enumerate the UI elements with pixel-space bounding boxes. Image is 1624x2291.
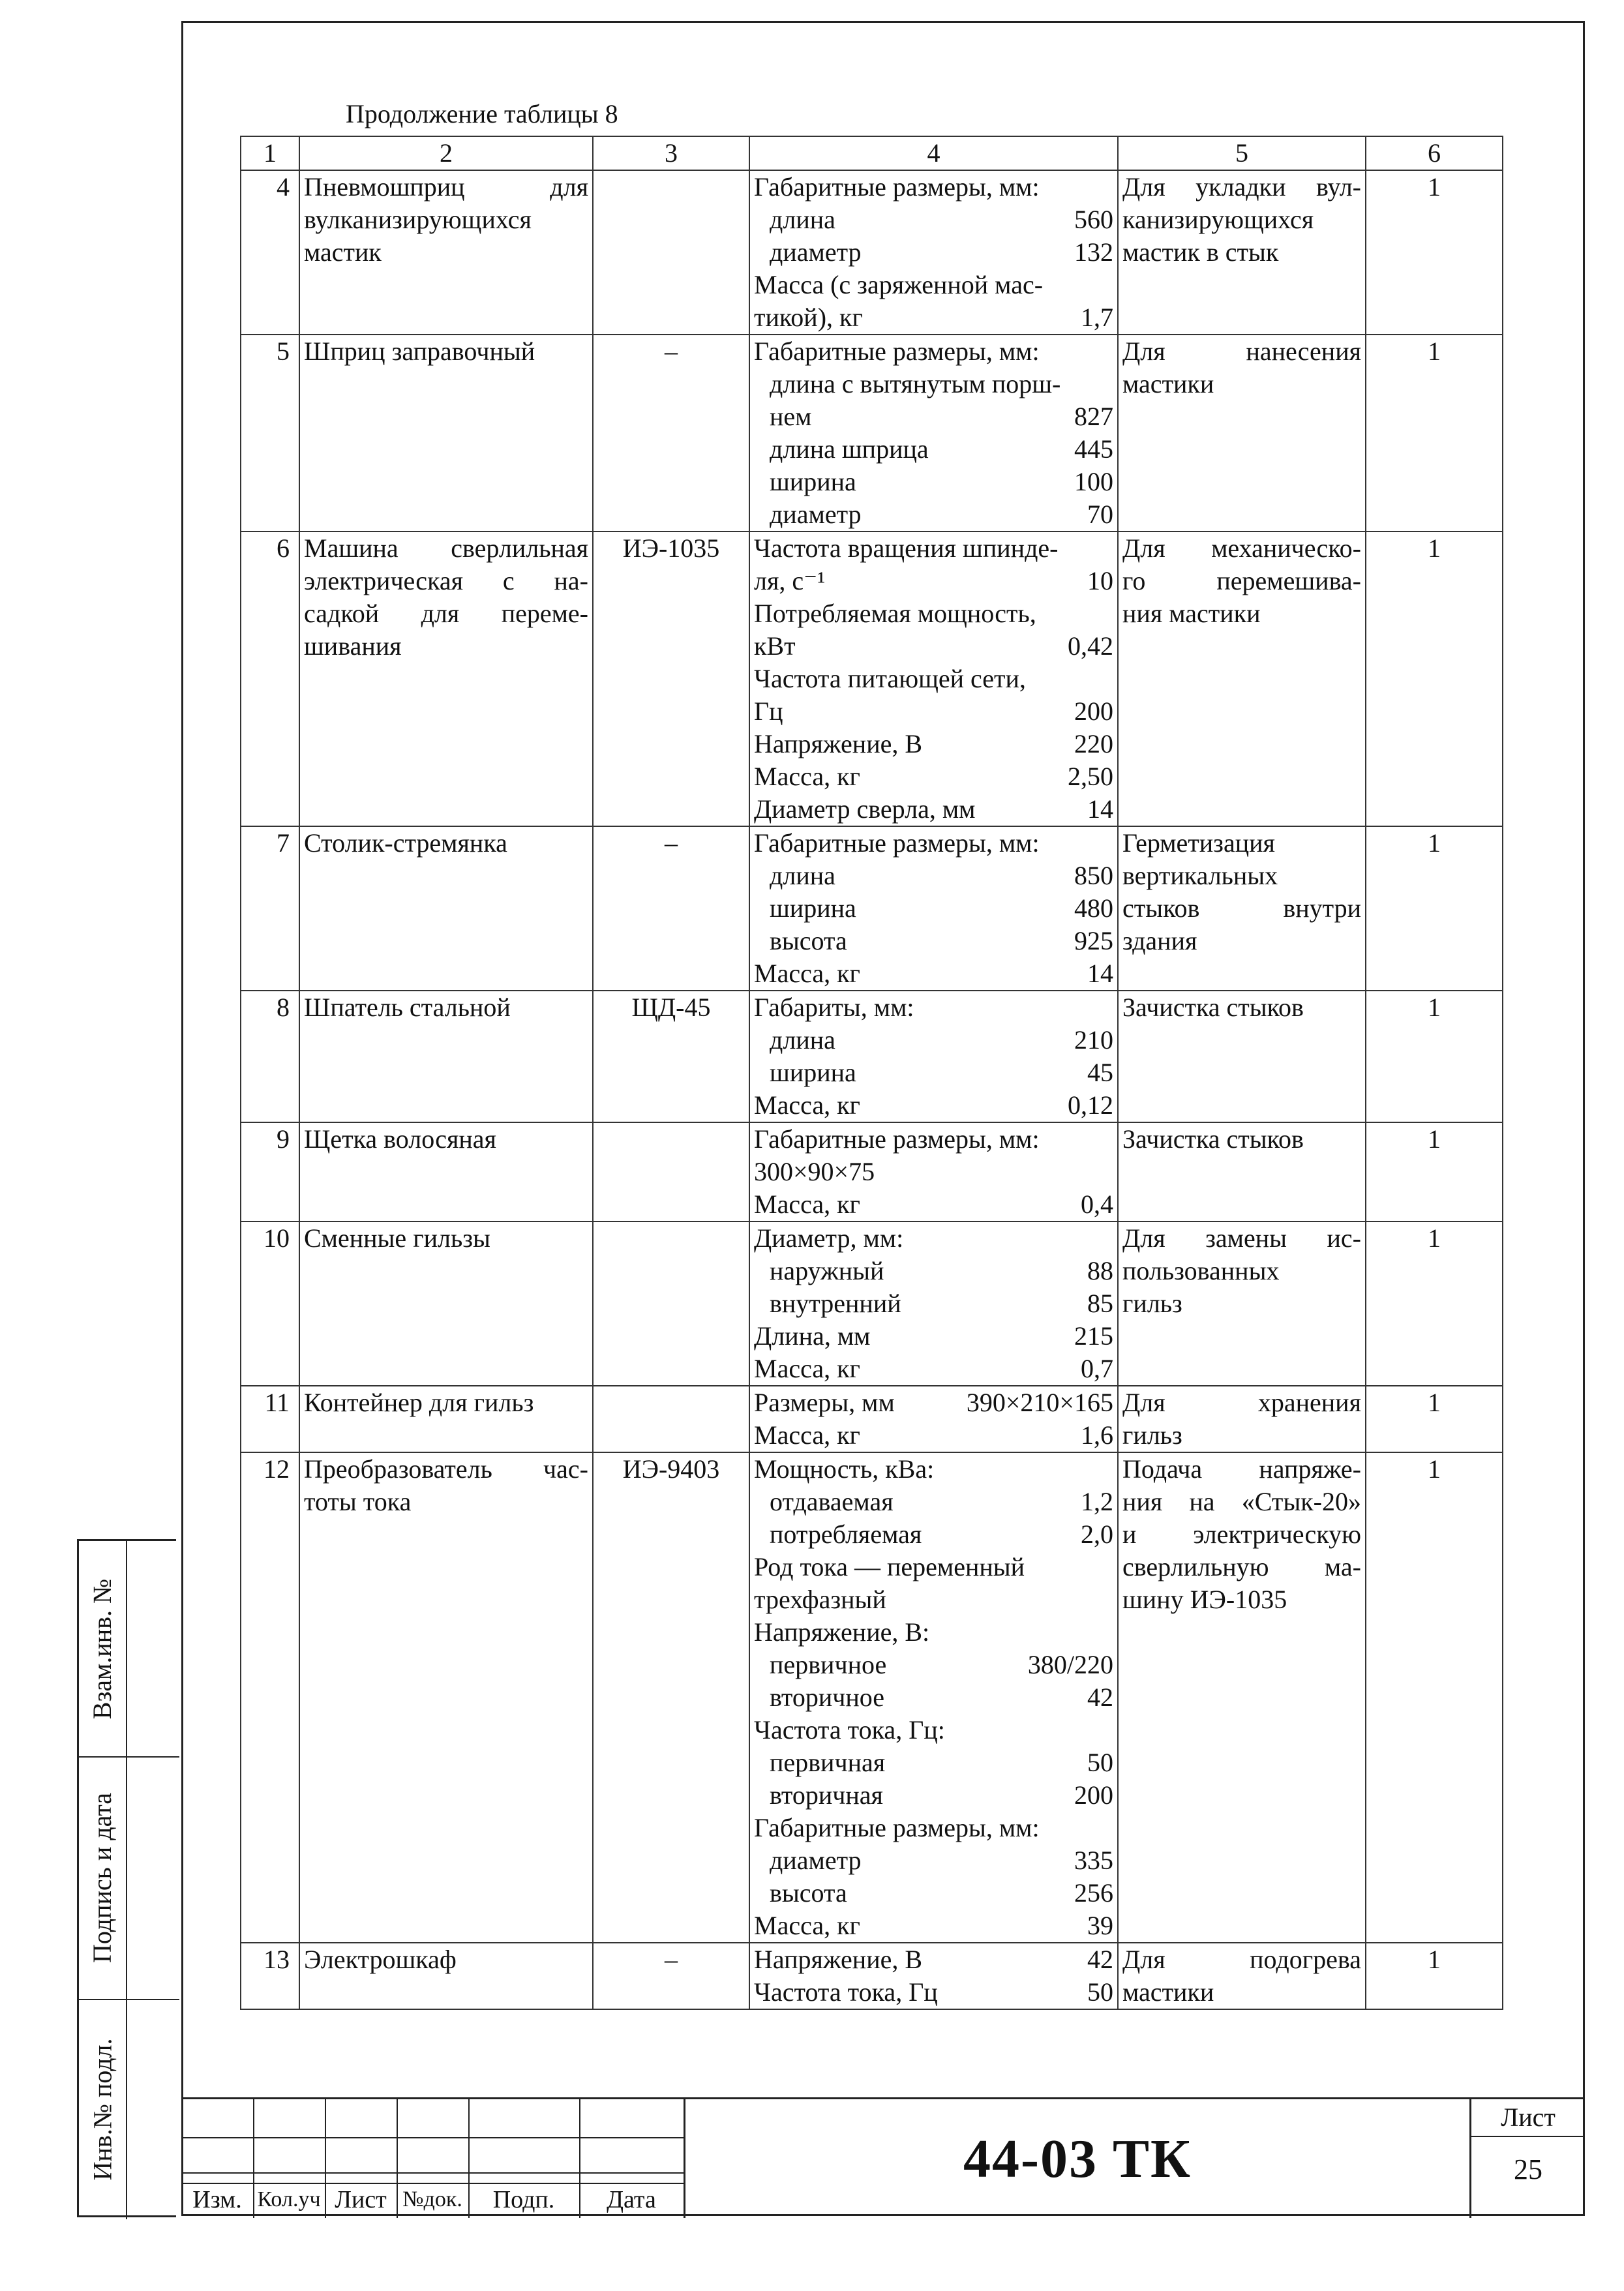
row-quantity: 1 bbox=[1366, 335, 1503, 532]
name-line: Шпатель стальной bbox=[304, 993, 511, 1022]
purpose-line: мастики bbox=[1122, 1977, 1214, 2007]
spec-text: внутренний bbox=[770, 1289, 901, 1318]
purpose-line: мастик в стык bbox=[1122, 237, 1279, 267]
spec-line bbox=[754, 1746, 1113, 1779]
purpose-line: ния на «Стык-20» bbox=[1122, 1487, 1361, 1516]
spec-text: высота bbox=[770, 1878, 847, 1908]
row-quantity: 1 bbox=[1366, 532, 1503, 826]
spec-line bbox=[754, 466, 1113, 498]
spec-line bbox=[754, 1386, 1113, 1419]
spec-text: длина bbox=[770, 205, 835, 234]
spec-line bbox=[754, 957, 1113, 990]
name-line: шивания bbox=[304, 631, 402, 661]
sheet-box bbox=[1471, 2099, 1585, 2218]
row-name bbox=[299, 532, 593, 826]
spec-text: потребляемая bbox=[770, 1520, 922, 1549]
spec-value: 335 bbox=[1074, 1846, 1113, 1875]
row-specs bbox=[749, 826, 1118, 991]
spec-line bbox=[754, 1976, 1113, 2009]
row-name bbox=[299, 1221, 593, 1386]
sheet-label: Лист bbox=[1471, 2099, 1585, 2137]
spec-line bbox=[754, 793, 1113, 826]
side-cell-podpis-value bbox=[126, 1756, 179, 2000]
spec-line bbox=[754, 1681, 1113, 1714]
row-mark bbox=[593, 1221, 749, 1386]
row-purpose bbox=[1118, 1122, 1366, 1221]
spec-value: 132 bbox=[1074, 237, 1113, 267]
row-purpose bbox=[1118, 532, 1366, 826]
purpose-line: пользованных bbox=[1122, 1256, 1280, 1285]
spec-line bbox=[754, 1320, 1113, 1353]
spec-value: 2,0 bbox=[1081, 1520, 1113, 1549]
spec-text: первичная bbox=[770, 1748, 886, 1777]
spec-line bbox=[754, 1844, 1113, 1877]
spec-text: первичное bbox=[770, 1650, 887, 1679]
spec-text: Род тока — переменный bbox=[754, 1552, 1025, 1581]
spec-text: вторичная bbox=[770, 1780, 883, 1810]
row-name bbox=[299, 991, 593, 1122]
row-mark: – bbox=[593, 826, 749, 991]
row-number: 12 bbox=[241, 1452, 299, 1943]
row-name bbox=[299, 1386, 593, 1452]
table-row bbox=[241, 1943, 1503, 2009]
spec-text: диаметр bbox=[770, 1846, 862, 1875]
name-line: Машина сверлильная bbox=[304, 533, 588, 563]
spec-value: 0,12 bbox=[1068, 1090, 1113, 1120]
spec-line bbox=[754, 1188, 1113, 1221]
spec-line bbox=[754, 1779, 1113, 1812]
spec-text: наружный bbox=[770, 1256, 884, 1285]
spec-text: Напряжение, В: bbox=[754, 1617, 930, 1647]
purpose-line: вертикальных bbox=[1122, 861, 1278, 890]
purpose-line: ния мастики bbox=[1122, 599, 1261, 628]
row-quantity: 1 bbox=[1366, 991, 1503, 1122]
name-line: тоты тока bbox=[304, 1487, 412, 1516]
spec-line bbox=[754, 1812, 1113, 1844]
spec-line bbox=[754, 827, 1113, 860]
side-cell-inv bbox=[79, 1999, 126, 2219]
spec-text: Частота вращения шпинде- bbox=[754, 533, 1059, 563]
spec-text: длина bbox=[770, 1025, 835, 1055]
purpose-line: сверлильную ма- bbox=[1122, 1552, 1361, 1581]
spec-line bbox=[754, 335, 1113, 368]
title-block bbox=[181, 2097, 1585, 2216]
spec-value: 210 bbox=[1074, 1025, 1113, 1055]
spec-line bbox=[754, 991, 1113, 1024]
spec-value: 85 bbox=[1087, 1289, 1113, 1318]
label-list: Лист bbox=[335, 2186, 387, 2213]
row-purpose bbox=[1118, 335, 1366, 532]
spec-line bbox=[754, 1287, 1113, 1320]
table-row bbox=[241, 826, 1503, 991]
spec-text: длина с вытянутым порш- bbox=[770, 369, 1061, 398]
spec-text: кВт bbox=[754, 631, 796, 661]
spec-line bbox=[754, 728, 1113, 760]
spec-line bbox=[754, 925, 1113, 957]
spec-value: 42 bbox=[1087, 1945, 1113, 1974]
label-data: Дата bbox=[607, 2186, 656, 2213]
row-number: 13 bbox=[241, 1943, 299, 2009]
row-specs bbox=[749, 1943, 1118, 2009]
label-podp: Подп. bbox=[492, 2186, 555, 2213]
row-mark bbox=[593, 170, 749, 335]
spec-value: 0,42 bbox=[1068, 631, 1113, 661]
spec-line bbox=[754, 269, 1113, 301]
row-specs bbox=[749, 1452, 1118, 1943]
document-code: 44-03 ТК bbox=[684, 2099, 1471, 2218]
spec-line bbox=[754, 368, 1113, 400]
spec-value: 220 bbox=[1074, 729, 1113, 758]
spec-text: ширина bbox=[770, 893, 856, 923]
spec-text: трехфазный bbox=[754, 1585, 886, 1614]
spec-line bbox=[754, 236, 1113, 269]
spec-text: Масса, кг bbox=[754, 959, 860, 988]
spec-line bbox=[754, 1123, 1113, 1156]
header-col-2: 2 bbox=[299, 136, 593, 170]
spec-value: 39 bbox=[1087, 1911, 1113, 1940]
spec-value: 1,6 bbox=[1081, 1420, 1113, 1450]
spec-line bbox=[754, 1353, 1113, 1385]
row-number: 8 bbox=[241, 991, 299, 1122]
spec-value: 827 bbox=[1074, 402, 1113, 431]
sheet-number: 25 bbox=[1514, 2153, 1542, 2185]
spec-line bbox=[754, 1551, 1113, 1583]
row-quantity: 1 bbox=[1366, 1122, 1503, 1221]
row-mark: ИЭ-9403 bbox=[593, 1452, 749, 1943]
spec-text: ля, с⁻¹ bbox=[754, 566, 826, 595]
spec-text: ширина bbox=[770, 1058, 856, 1087]
spec-line bbox=[754, 171, 1113, 203]
spec-line bbox=[754, 1649, 1113, 1681]
header-col-4: 4 bbox=[749, 136, 1118, 170]
purpose-line: го перемешива- bbox=[1122, 566, 1361, 595]
row-number: 4 bbox=[241, 170, 299, 335]
row-specs bbox=[749, 991, 1118, 1122]
spec-text: Диаметр, мм: bbox=[754, 1223, 904, 1253]
spec-value: 850 bbox=[1074, 861, 1113, 890]
name-line: садкой для переме- bbox=[304, 599, 588, 628]
header-col-3: 3 bbox=[593, 136, 749, 170]
spec-line bbox=[754, 1419, 1113, 1452]
equipment-table bbox=[240, 136, 1503, 2010]
spec-value: 380/220 bbox=[1027, 1650, 1113, 1679]
purpose-line: Для нанесения bbox=[1122, 337, 1361, 366]
purpose-line: гильз bbox=[1122, 1289, 1182, 1318]
spec-line bbox=[754, 1518, 1113, 1551]
spec-text: ширина bbox=[770, 467, 856, 496]
row-name bbox=[299, 1122, 593, 1221]
row-number: 11 bbox=[241, 1386, 299, 1452]
row-number: 6 bbox=[241, 532, 299, 826]
spec-line bbox=[754, 400, 1113, 433]
row-quantity: 1 bbox=[1366, 1221, 1503, 1386]
row-specs bbox=[749, 1221, 1118, 1386]
name-line: мастик bbox=[304, 237, 382, 267]
spec-text: вторичное bbox=[770, 1683, 885, 1712]
spec-value: 0,4 bbox=[1081, 1190, 1113, 1219]
spec-value: 50 bbox=[1087, 1748, 1113, 1777]
spec-line bbox=[754, 498, 1113, 531]
spec-line bbox=[754, 1877, 1113, 1909]
row-quantity: 1 bbox=[1366, 170, 1503, 335]
side-label-podpis: Подпись и дата bbox=[87, 1792, 117, 1963]
spec-text: Масса, кг bbox=[754, 1354, 860, 1383]
spec-line bbox=[754, 1024, 1113, 1056]
spec-value: 390×210×165 bbox=[966, 1388, 1113, 1417]
name-line: Сменные гильзы bbox=[304, 1223, 490, 1253]
purpose-line: шину ИЭ-1035 bbox=[1122, 1585, 1287, 1614]
spec-value: 480 bbox=[1074, 893, 1113, 923]
purpose-line: канизирующихся bbox=[1122, 205, 1314, 234]
spec-value: 50 bbox=[1087, 1977, 1113, 2007]
spec-value: 200 bbox=[1074, 696, 1113, 726]
spec-line bbox=[754, 1089, 1113, 1122]
purpose-line: Для замены ис- bbox=[1122, 1223, 1361, 1253]
spec-text: диаметр bbox=[770, 237, 862, 267]
row-specs bbox=[749, 1122, 1118, 1221]
row-number: 7 bbox=[241, 826, 299, 991]
row-mark: – bbox=[593, 1943, 749, 2009]
spec-value: 100 bbox=[1074, 467, 1113, 496]
name-line: Шприц заправочный bbox=[304, 337, 535, 366]
spec-value: 42 bbox=[1087, 1683, 1113, 1712]
name-line: электрическая с на- bbox=[304, 566, 588, 595]
row-number: 9 bbox=[241, 1122, 299, 1221]
spec-text: высота bbox=[770, 926, 847, 955]
spec-line bbox=[754, 1486, 1113, 1518]
table-row bbox=[241, 335, 1503, 532]
spec-text: тикой), кг bbox=[754, 303, 863, 332]
spec-line bbox=[754, 1714, 1113, 1746]
spec-line bbox=[754, 892, 1113, 925]
header-col-6: 6 bbox=[1366, 136, 1503, 170]
purpose-line: Зачистка стыков bbox=[1122, 1124, 1304, 1154]
row-quantity: 1 bbox=[1366, 1452, 1503, 1943]
spec-text: Масса, кг bbox=[754, 1911, 860, 1940]
spec-text: Габариты, мм: bbox=[754, 993, 914, 1022]
row-name bbox=[299, 826, 593, 991]
table-row bbox=[241, 1122, 1503, 1221]
side-label-vzam: Взам.инв. № bbox=[87, 1578, 117, 1719]
spec-value: 256 bbox=[1074, 1878, 1113, 1908]
spec-line bbox=[754, 1943, 1113, 1976]
side-strip bbox=[77, 1539, 176, 2217]
spec-text: Напряжение, В bbox=[754, 1945, 923, 1974]
table-row bbox=[241, 1386, 1503, 1452]
row-mark bbox=[593, 1122, 749, 1221]
label-ndok: №док. bbox=[402, 2187, 462, 2211]
spec-text: Масса, кг bbox=[754, 762, 860, 791]
purpose-line: Для хранения bbox=[1122, 1388, 1361, 1417]
spec-line bbox=[754, 860, 1113, 892]
row-name bbox=[299, 170, 593, 335]
spec-line bbox=[754, 1453, 1113, 1486]
spec-line bbox=[754, 1909, 1113, 1942]
spec-line bbox=[754, 203, 1113, 236]
row-specs bbox=[749, 170, 1118, 335]
row-purpose bbox=[1118, 991, 1366, 1122]
side-cell-vzam bbox=[79, 1541, 126, 1758]
row-specs bbox=[749, 1386, 1118, 1452]
spec-line bbox=[754, 597, 1113, 630]
table-row bbox=[241, 1221, 1503, 1386]
spec-text: отдаваемая bbox=[770, 1487, 894, 1516]
purpose-line: Для укладки вул- bbox=[1122, 172, 1361, 202]
spec-text: Частота тока, Гц bbox=[754, 1977, 938, 2007]
name-line: Преобразователь час- bbox=[304, 1454, 588, 1484]
spec-value: 215 bbox=[1074, 1321, 1113, 1351]
row-quantity: 1 bbox=[1366, 1943, 1503, 2009]
header-col-5: 5 bbox=[1118, 136, 1366, 170]
spec-value: 445 bbox=[1074, 434, 1113, 464]
spec-line bbox=[754, 1056, 1113, 1089]
row-purpose bbox=[1118, 1221, 1366, 1386]
purpose-line: мастики bbox=[1122, 369, 1214, 398]
row-quantity: 1 bbox=[1366, 826, 1503, 991]
spec-line bbox=[754, 565, 1113, 597]
spec-line bbox=[754, 301, 1113, 334]
row-name bbox=[299, 1943, 593, 2009]
spec-line bbox=[754, 433, 1113, 466]
spec-value: 14 bbox=[1087, 794, 1113, 824]
spec-text: длина bbox=[770, 861, 835, 890]
side-label-inv: Инв.№ подл. bbox=[87, 2038, 117, 2180]
row-purpose bbox=[1118, 170, 1366, 335]
spec-line bbox=[754, 760, 1113, 793]
spec-text: Масса, кг bbox=[754, 1420, 860, 1450]
label-kol-uch: Кол.уч bbox=[257, 2187, 321, 2211]
spec-text: Габаритные размеры, мм: bbox=[754, 337, 1040, 366]
name-line: Электрошкаф bbox=[304, 1945, 457, 1974]
purpose-line: стыков внутри bbox=[1122, 893, 1361, 923]
name-line: Столик-стремянка bbox=[304, 828, 507, 858]
side-cell-vzam-value bbox=[126, 1541, 179, 1758]
spec-line bbox=[754, 532, 1113, 565]
row-mark: ИЭ-1035 bbox=[593, 532, 749, 826]
side-cell-inv-value bbox=[126, 1999, 179, 2219]
spec-text: Длина, мм bbox=[754, 1321, 871, 1351]
row-purpose bbox=[1118, 1943, 1366, 2009]
spec-value: 10 bbox=[1087, 566, 1113, 595]
side-cell-podpis bbox=[79, 1756, 126, 2000]
table-row bbox=[241, 991, 1503, 1122]
purpose-line: гильз bbox=[1122, 1420, 1182, 1450]
spec-value: 0,7 bbox=[1081, 1354, 1113, 1383]
table-row bbox=[241, 532, 1503, 826]
purpose-line: и электрическую bbox=[1122, 1520, 1361, 1549]
spec-line bbox=[754, 1616, 1113, 1649]
row-number: 10 bbox=[241, 1221, 299, 1386]
row-purpose bbox=[1118, 1452, 1366, 1943]
spec-value: 560 bbox=[1074, 205, 1113, 234]
spec-line bbox=[754, 1156, 1113, 1188]
label-izm: Изм. bbox=[192, 2186, 242, 2213]
spec-text: Частота питающей сети, bbox=[754, 664, 1026, 693]
spec-text: Мощность, кВа: bbox=[754, 1454, 935, 1484]
spec-value: 1,2 bbox=[1081, 1487, 1113, 1516]
table-continuation-label: Продолжение таблицы 8 bbox=[346, 99, 618, 128]
spec-text: нем bbox=[770, 402, 812, 431]
spec-text: длина шприца bbox=[770, 434, 929, 464]
purpose-line: Для подогрева bbox=[1122, 1945, 1361, 1974]
row-number: 5 bbox=[241, 335, 299, 532]
purpose-line: Зачистка стыков bbox=[1122, 993, 1304, 1022]
spec-text: Потребляемая мощность, bbox=[754, 599, 1036, 628]
spec-line bbox=[754, 1583, 1113, 1616]
purpose-line: Герметизация bbox=[1122, 828, 1275, 858]
table-row bbox=[241, 170, 1503, 335]
row-specs bbox=[749, 532, 1118, 826]
revision-grid bbox=[181, 2099, 684, 2218]
table-row bbox=[241, 1452, 1503, 1943]
row-mark: ЩД-45 bbox=[593, 991, 749, 1122]
spec-text: Габаритные размеры, мм: bbox=[754, 828, 1040, 858]
spec-value: 14 bbox=[1087, 959, 1113, 988]
row-purpose bbox=[1118, 826, 1366, 991]
row-quantity: 1 bbox=[1366, 1386, 1503, 1452]
spec-value: 2,50 bbox=[1068, 762, 1113, 791]
spec-value: 45 bbox=[1087, 1058, 1113, 1087]
spec-text: Гц bbox=[754, 696, 783, 726]
spec-text: Габаритные размеры, мм: bbox=[754, 1813, 1040, 1842]
row-mark: – bbox=[593, 335, 749, 532]
spec-line bbox=[754, 695, 1113, 728]
spec-text: Частота тока, Гц: bbox=[754, 1715, 945, 1744]
spec-line bbox=[754, 1255, 1113, 1287]
name-line: Щетка волосяная bbox=[304, 1124, 496, 1154]
spec-text: Размеры, мм bbox=[754, 1388, 895, 1417]
spec-value: 1,7 bbox=[1081, 303, 1113, 332]
spec-line bbox=[754, 630, 1113, 663]
spec-text: диаметр bbox=[770, 500, 862, 529]
row-purpose bbox=[1118, 1386, 1366, 1452]
name-line: Контейнер для гильз bbox=[304, 1388, 534, 1417]
spec-line bbox=[754, 1222, 1113, 1255]
spec-line bbox=[754, 663, 1113, 695]
purpose-line: здания bbox=[1122, 926, 1197, 955]
spec-text: Габаритные размеры, мм: bbox=[754, 1124, 1040, 1154]
row-specs bbox=[749, 335, 1118, 532]
spec-text: Габаритные размеры, мм: bbox=[754, 172, 1040, 202]
purpose-line: Для механическо- bbox=[1122, 533, 1361, 563]
spec-text: Масса (с заряженной мас- bbox=[754, 270, 1044, 299]
header-col-1: 1 bbox=[241, 136, 299, 170]
spec-text: Масса, кг bbox=[754, 1090, 860, 1120]
spec-text: 300×90×75 bbox=[754, 1157, 875, 1186]
spec-text: Напряжение, В bbox=[754, 729, 923, 758]
spec-value: 70 bbox=[1087, 500, 1113, 529]
spec-value: 88 bbox=[1087, 1256, 1113, 1285]
row-name bbox=[299, 335, 593, 532]
purpose-line: Подача напряже- bbox=[1122, 1454, 1361, 1484]
name-line: Пневмошприц для bbox=[304, 172, 588, 202]
row-name bbox=[299, 1452, 593, 1943]
row-mark bbox=[593, 1386, 749, 1452]
spec-text: Диаметр сверла, мм bbox=[754, 794, 976, 824]
spec-text: Масса, кг bbox=[754, 1190, 860, 1219]
spec-value: 925 bbox=[1074, 926, 1113, 955]
name-line: вулканизирующихся bbox=[304, 205, 532, 234]
spec-value: 200 bbox=[1074, 1780, 1113, 1810]
table-header-row bbox=[241, 136, 1503, 170]
